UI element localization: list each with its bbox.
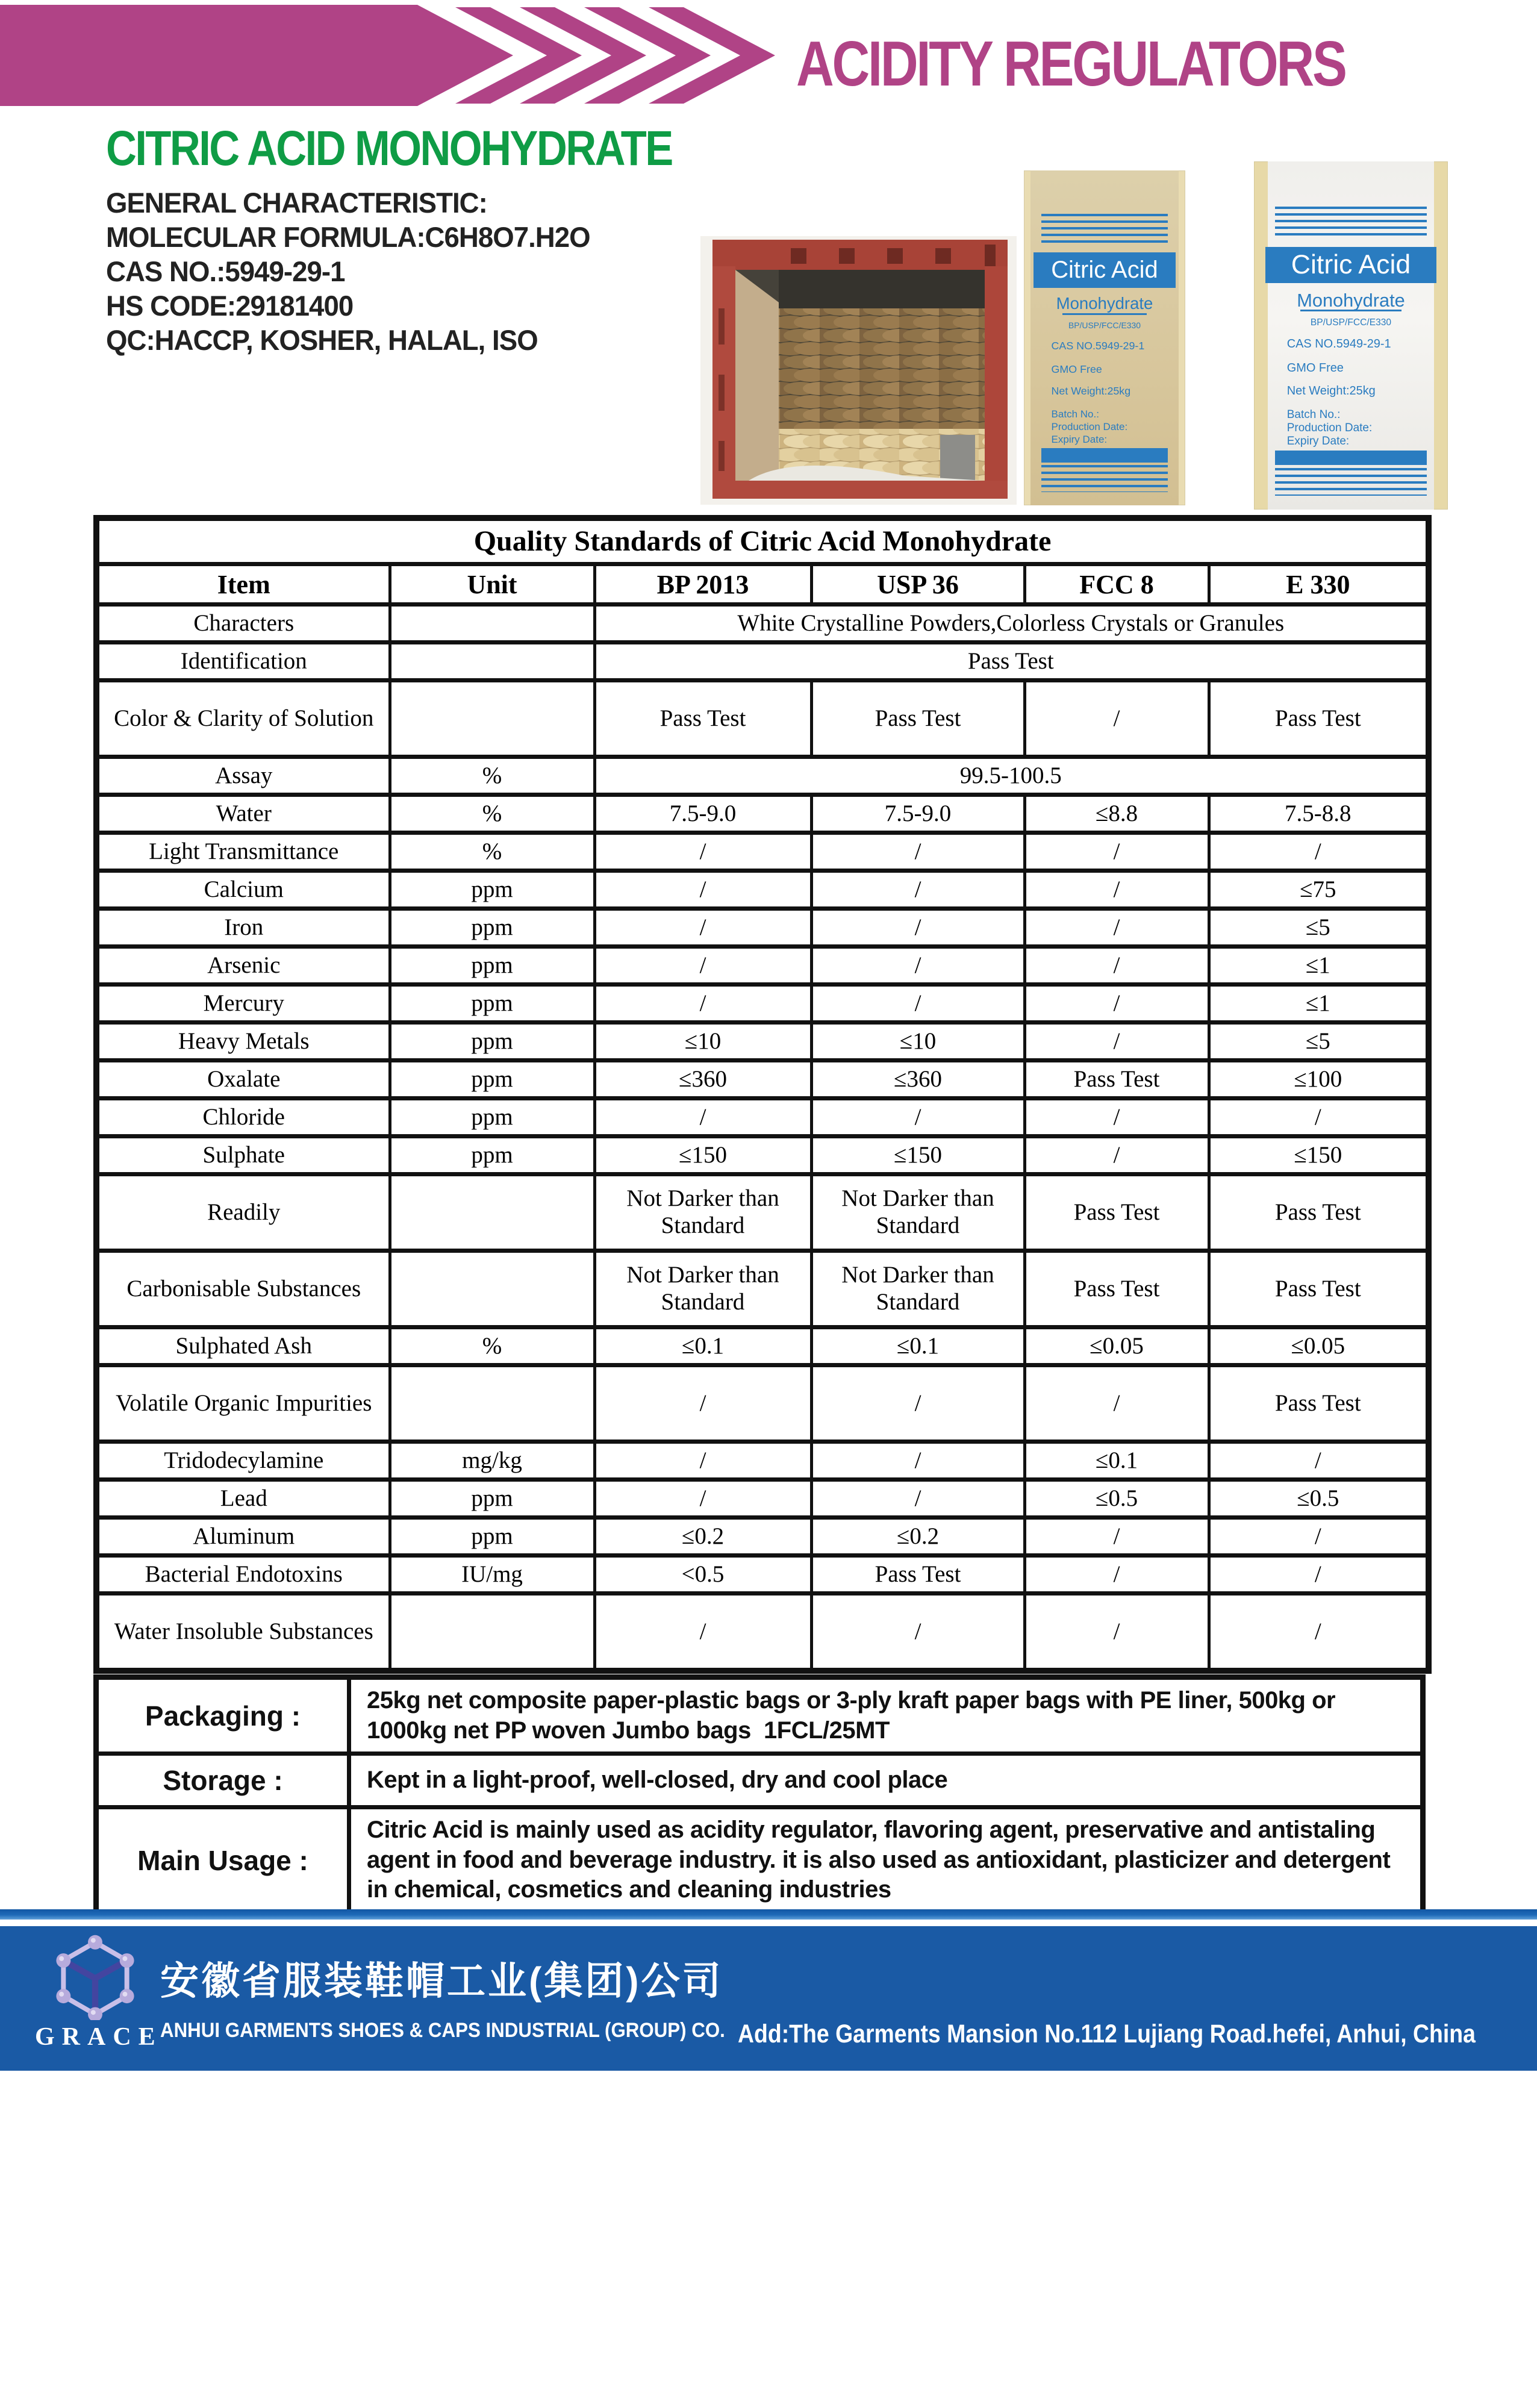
table-cell: ≤0.2 [594, 1518, 811, 1556]
table-row [96, 1556, 1429, 1594]
table-cell: / [594, 1594, 811, 1671]
table-row [96, 1518, 1429, 1556]
table-cell: Pass Test [811, 681, 1024, 757]
kraft-bag-photo [1024, 170, 1185, 505]
column-header: Unit [390, 564, 594, 605]
table-cell: ≤75 [1209, 871, 1429, 909]
table-cell: Heavy Metals [96, 1023, 390, 1061]
bag-bottom-band [1275, 451, 1426, 465]
quality-standards-table [93, 515, 1432, 1674]
bag-stripes-top [1041, 214, 1167, 246]
table-row [96, 947, 1429, 985]
table-cell: % [390, 833, 594, 871]
table-cell: ≤360 [594, 1061, 811, 1099]
table-cell: 7.5-8.8 [1209, 795, 1429, 833]
bag-brand: Citric Acid [1291, 249, 1411, 279]
table-cell [390, 643, 594, 681]
table-cell: ≤150 [811, 1137, 1024, 1174]
table-row [96, 757, 1429, 795]
table-cell: Assay [96, 757, 390, 795]
table-cell: Lead [96, 1480, 390, 1518]
footer [0, 1926, 1537, 2341]
table-cell: / [1209, 1442, 1429, 1480]
table-cell: <0.5 [594, 1556, 811, 1594]
table-cell: ≤0.1 [1024, 1442, 1209, 1480]
table-cell: ≤1 [1209, 985, 1429, 1023]
table-cell: 99.5-100.5 [594, 757, 1429, 795]
table-cell: / [811, 1594, 1024, 1671]
logo-text: GRACE [35, 2023, 163, 2051]
bag-standards: BP/USP/FCC/E330 [1310, 317, 1392, 328]
table-cell: Light Transmittance [96, 833, 390, 871]
page-title: CITRIC ACID MONOHYDRATE [106, 121, 672, 176]
table-cell: ppm [390, 1023, 594, 1061]
table-cell: ≤8.8 [1024, 795, 1209, 833]
table-cell: ≤0.1 [594, 1327, 811, 1365]
table-cell [390, 681, 594, 757]
table-row [96, 985, 1429, 1023]
table-cell: ≤0.5 [1209, 1480, 1429, 1518]
table-cell: ≤10 [594, 1023, 811, 1061]
column-header: E 330 [1209, 564, 1429, 605]
table-cell: / [594, 833, 811, 871]
table-cell: Color & Clarity of Solution [96, 681, 390, 757]
table-cell: Arsenic [96, 947, 390, 985]
table-cell: / [1024, 1518, 1209, 1556]
table-row [96, 833, 1429, 871]
table-cell: / [1024, 947, 1209, 985]
table-cell: / [1024, 681, 1209, 757]
table-cell: Volatile Organic Impurities [96, 1365, 390, 1442]
table-cell: Not Darker than Standard [811, 1251, 1024, 1327]
msn-line: MSN:yuhai2634488@hotmail.com [738, 2215, 1097, 2244]
table-row [96, 1099, 1429, 1137]
table-cell: ≤150 [594, 1137, 811, 1174]
table-cell: Mercury [96, 985, 390, 1023]
table-cell: / [594, 1099, 811, 1137]
table-cell: ≤10 [811, 1023, 1024, 1061]
table-cell: / [1024, 1594, 1209, 1671]
table-cell: / [1024, 1556, 1209, 1594]
bag-cas: CAS NO.5949-29-1 [1286, 337, 1391, 351]
table-cell: Not Darker than Standard [594, 1251, 811, 1327]
table-cell: / [594, 947, 811, 985]
table-cell: / [1209, 1594, 1429, 1671]
table-row [96, 1251, 1429, 1327]
bag-gmo: GMO Free [1051, 363, 1102, 375]
footer-accent-stripe [0, 1909, 1537, 1920]
bag-subtitle-rule [1300, 310, 1401, 311]
quality-table-header-row [96, 564, 1429, 605]
table-cell: 7.5-9.0 [811, 795, 1024, 833]
bag-subtitle: Monohydrate [1297, 289, 1405, 311]
table-cell: Iron [96, 909, 390, 947]
company-name-block [160, 1950, 738, 2042]
spec-line-general: GENERAL CHARACTERISTIC: [106, 187, 487, 219]
bag-subtitle: Monohydrate [1056, 293, 1153, 313]
table-cell: / [1024, 1099, 1209, 1137]
table-cell: / [1024, 1023, 1209, 1061]
table-row [96, 643, 1429, 681]
bag-expiry-date: Expiry Date: [1051, 434, 1108, 446]
table-cell: Pass Test [594, 643, 1429, 681]
table-row [96, 871, 1429, 909]
bag-net-weight: Net Weight:25kg [1051, 384, 1131, 397]
email-line: E-mail:yuhai@anhuigraceman.com [738, 2312, 1113, 2341]
bag-expiry-date: Expiry Date: [1286, 435, 1350, 448]
table-cell: Identification [96, 643, 390, 681]
table-row [96, 1365, 1429, 1442]
bag-production-date: Production Date: [1286, 422, 1373, 435]
table-cell [390, 605, 594, 643]
contact-block [738, 1953, 1524, 2408]
spec-line-hs-code: HS CODE:29181400 [106, 290, 354, 322]
table-cell: Pass Test [1024, 1061, 1209, 1099]
column-header: Item [96, 564, 390, 605]
table-row [96, 605, 1429, 643]
banner-title: ACIDITY REGULATORS [796, 28, 1345, 99]
column-header: USP 36 [811, 564, 1024, 605]
table-cell [390, 1251, 594, 1327]
table-cell: Sulphated Ash [96, 1327, 390, 1365]
info-row [96, 1808, 1423, 1914]
table-row [96, 1174, 1429, 1251]
table-cell: ppm [390, 1061, 594, 1099]
table-row [96, 1442, 1429, 1480]
bag-stripes-bottom [1041, 465, 1167, 491]
column-header: BP 2013 [594, 564, 811, 605]
table-cell: ≤150 [1209, 1137, 1429, 1174]
table-title-row [96, 518, 1429, 564]
table-cell: / [1024, 909, 1209, 947]
tel-mobile-line [738, 2115, 1524, 2148]
table-cell: Chloride [96, 1099, 390, 1137]
bag-brand: Citric Acid [1051, 256, 1158, 283]
table-cell: ≤0.05 [1024, 1327, 1209, 1365]
column-header: FCC 8 [1024, 564, 1209, 605]
header-banner-arrows [0, 5, 804, 106]
table-cell: ppm [390, 1518, 594, 1556]
bag-brand-band [1034, 252, 1176, 287]
table-cell: ≤0.05 [1209, 1327, 1429, 1365]
table-cell: / [1024, 833, 1209, 871]
table-cell: ppm [390, 871, 594, 909]
bag-stripes-bottom [1275, 468, 1426, 496]
info-label: Main Usage : [96, 1808, 349, 1914]
table-cell: ≤100 [1209, 1061, 1429, 1099]
table-row [96, 1023, 1429, 1061]
table-cell: Carbonisable Substances [96, 1251, 390, 1327]
info-label: Packaging : [96, 1677, 349, 1754]
table-cell: / [811, 1442, 1024, 1480]
table-cell: ppm [390, 909, 594, 947]
table-cell: / [1024, 1365, 1209, 1442]
table-cell: Not Darker than Standard [594, 1174, 811, 1251]
spec-line-qc: QC:HACCP, KOSHER, HALAL, ISO [106, 324, 538, 356]
table-cell: White Crystalline Powders,Colorless Crystals or Granules [594, 605, 1429, 643]
table-cell [390, 1174, 594, 1251]
bag-batch-no: Batch No.: [1051, 408, 1099, 420]
spec-line-formula: MOLECULAR FORMULA:C6H8O7.H2O [106, 221, 590, 253]
tel-line: Tel:86-551-62634488 62643501 [738, 2117, 1073, 2146]
table-cell: Pass Test [1209, 1365, 1429, 1442]
company-name-cn: 安徽省服装鞋帽工业(集团)公司 [160, 1959, 723, 2003]
table-cell: Tridodecylamine [96, 1442, 390, 1480]
skype-line: SKYPE:pharchem08 [1107, 2215, 1324, 2244]
table-row [96, 681, 1429, 757]
table-cell: / [811, 985, 1024, 1023]
bag-cas: CAS NO.5949-29-1 [1051, 339, 1145, 352]
company-name-en: ANHUI GARMENTS SHOES & CAPS INDUSTRIAL (GROUP) CO. [160, 2019, 725, 2042]
company-logo [35, 1935, 163, 2051]
table-cell: Pass Test [1024, 1174, 1209, 1251]
table-cell: / [1024, 985, 1209, 1023]
bag-batch-no: Batch No.: [1286, 408, 1341, 422]
table-cell: Sulphate [96, 1137, 390, 1174]
info-text: 25kg net composite paper-plastic bags or 3-ply kraft paper bags with PE liner, 500kg or 1000kg net PP woven Jumbo bags 1FCL/25MT [349, 1677, 1423, 1754]
table-cell: ≤1 [1209, 947, 1429, 985]
bag-gmo: GMO Free [1286, 361, 1344, 375]
table-cell: Water [96, 795, 390, 833]
address-line: Add:The Garments Mansion No.112 Lujiang Road.hefei, Anhui, China [738, 2020, 1476, 2048]
table-cell: ≤360 [811, 1061, 1024, 1099]
container-illustration [700, 236, 1017, 505]
table-cell: % [390, 1327, 594, 1365]
table-cell: / [1024, 871, 1209, 909]
bag-stripes-top [1275, 207, 1426, 240]
table-cell: / [594, 1480, 811, 1518]
table-cell: / [811, 833, 1024, 871]
table-cell: / [1209, 1099, 1429, 1137]
table-cell: Aluminum [96, 1518, 390, 1556]
info-text: Citric Acid is mainly used as acidity regulator, flavoring agent, preservative and antistaling agent in food and beverage industry. it is also used as antioxidant, plasticizer and detergent in chemical, cosmetics and cleaning industries [349, 1808, 1423, 1914]
table-row [96, 1327, 1429, 1365]
table-cell: Pass Test [1209, 681, 1429, 757]
table-cell: Calcium [96, 871, 390, 909]
msn-skype-line [738, 2213, 1524, 2245]
info-label: Storage : [96, 1754, 349, 1808]
table-cell: % [390, 757, 594, 795]
table-cell: ≤5 [1209, 1023, 1429, 1061]
table-cell: % [390, 795, 594, 833]
table-cell: / [811, 1099, 1024, 1137]
table-cell: / [594, 1365, 811, 1442]
table-cell: ppm [390, 1137, 594, 1174]
table-cell: / [594, 985, 811, 1023]
table-row [96, 1137, 1429, 1174]
table-cell: / [811, 871, 1024, 909]
bag-production-date: Production Date: [1051, 420, 1128, 432]
table-cell: ≤0.5 [1024, 1480, 1209, 1518]
table-row [96, 1480, 1429, 1518]
table-cell: / [594, 1442, 811, 1480]
mobile-line: Mobile:18656351818 [1107, 2117, 1324, 2146]
bag-net-weight: Net Weight:25kg [1286, 384, 1376, 398]
table-cell: / [594, 871, 811, 909]
table-cell: Pass Test [594, 681, 811, 757]
info-table-body [96, 1677, 1423, 1914]
table-cell: ppm [390, 1099, 594, 1137]
bag-subtitle-rule [1062, 313, 1146, 315]
info-row [96, 1754, 1423, 1808]
table-cell: ppm [390, 947, 594, 985]
table-cell: / [1024, 1137, 1209, 1174]
table-row [96, 909, 1429, 947]
bag-standards: BP/USP/FCC/E330 [1068, 320, 1141, 331]
table-cell: Pass Test [1024, 1251, 1209, 1327]
white-bag-photo [1254, 161, 1448, 510]
info-row [96, 1677, 1423, 1754]
table-cell: ≤0.2 [811, 1518, 1024, 1556]
table-cell: Bacterial Endotoxins [96, 1556, 390, 1594]
table-cell: Water Insoluble Substances [96, 1594, 390, 1671]
table-cell [390, 1365, 594, 1442]
table-cell: Readily [96, 1174, 390, 1251]
table-row [96, 1061, 1429, 1099]
table-cell: ≤5 [1209, 909, 1429, 947]
table-cell: Oxalate [96, 1061, 390, 1099]
table-cell: / [811, 1480, 1024, 1518]
table-cell: ppm [390, 985, 594, 1023]
table-cell: ≤0.1 [811, 1327, 1024, 1365]
table-cell: ppm [390, 1480, 594, 1518]
table-cell: Not Darker than Standard [811, 1174, 1024, 1251]
info-text: Kept in a light-proof, well-closed, dry and cool place [349, 1754, 1423, 1808]
table-cell: Characters [96, 605, 390, 643]
table-cell: / [1209, 833, 1429, 871]
spec-line-cas: CAS NO.:5949-29-1 [106, 255, 345, 287]
table-cell: 7.5-9.0 [594, 795, 811, 833]
table-cell: Pass Test [811, 1556, 1024, 1594]
table-cell: / [811, 947, 1024, 985]
table-cell: Pass Test [1209, 1251, 1429, 1327]
table-cell: IU/mg [390, 1556, 594, 1594]
table-row [96, 795, 1429, 833]
table-cell: / [811, 909, 1024, 947]
table-cell: / [1209, 1518, 1429, 1556]
table-title: Quality Standards of Citric Acid Monohydrate [96, 518, 1429, 564]
info-table [93, 1674, 1426, 1917]
container-photo [700, 236, 1017, 505]
bag-brand-band [1265, 247, 1436, 284]
table-cell [390, 1594, 594, 1671]
table-cell: / [594, 909, 811, 947]
table-cell: mg/kg [390, 1442, 594, 1480]
table-cell: / [811, 1365, 1024, 1442]
table-cell: / [1209, 1556, 1429, 1594]
grace-logo-icon [50, 1935, 140, 2020]
bag-bottom-band [1041, 448, 1167, 462]
table-cell: Pass Test [1209, 1174, 1429, 1251]
quality-table-body [96, 605, 1429, 1671]
table-row [96, 1594, 1429, 1671]
